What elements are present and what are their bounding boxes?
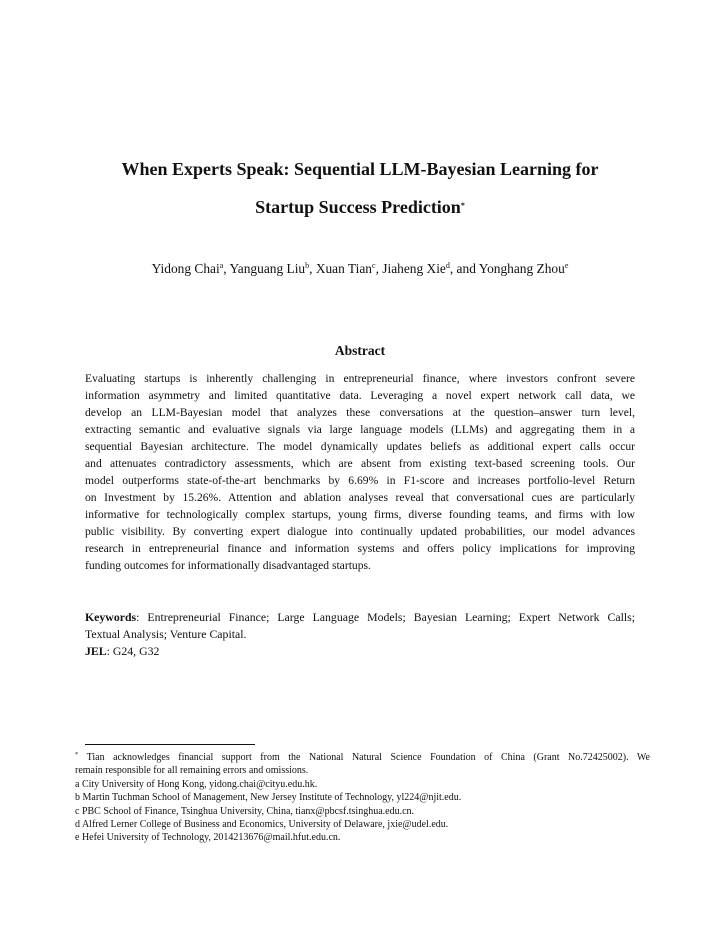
jel-line	[85, 643, 635, 660]
title-line-2-text: Startup Success Prediction	[255, 197, 461, 217]
author	[229, 261, 315, 276]
author-separator: ,	[223, 261, 230, 276]
paper-title-line-2	[60, 196, 660, 218]
title-line-1-text: When Experts Speak: Sequential LLM-Bayesian Learning for	[121, 159, 599, 179]
abstract-line: extracting semantic and evaluative signals via large language models (LLMs) and aggregating them in a	[85, 423, 635, 436]
author-affiliation-marker: a	[219, 261, 224, 270]
footnote-divider	[85, 744, 255, 745]
author-separator: ,	[375, 261, 383, 276]
author-name: Yonghang Zhou	[478, 261, 565, 276]
abstract-line: research in entrepreneurial finance and information systems and offers policy implications for improving	[85, 542, 635, 555]
abstract-line: public visibility. By converting expert dialogue into continually updated probabilities, our model advances	[85, 525, 635, 538]
keywords-line-2: Textual Analysis; Venture Capital.	[85, 627, 247, 641]
author-affiliation-marker: e	[564, 261, 569, 270]
author-name: Xuan Tian	[315, 261, 372, 276]
keywords-line-1	[85, 609, 635, 626]
author	[152, 261, 230, 276]
author-affiliation-marker: d	[445, 261, 450, 270]
jel-codes: : G24, G32	[106, 644, 160, 658]
funding-footnote-line-2: remain responsible for all remaining errors and omissions.	[75, 765, 309, 777]
abstract-line: develop an LLM-Bayesian model that analyzes these conversations at the question–answer turn level,	[85, 406, 635, 419]
keywords-label: Keywords	[85, 610, 137, 624]
affiliation-footnote: d Alfred Lerner College of Business and Economics, University of Delaware, jxie@udel.edu.	[75, 818, 449, 830]
paper-title-line-1	[60, 158, 660, 180]
author-affiliation-marker: b	[305, 261, 310, 270]
abstract-line: funding outcomes for informationally disadvantaged startups.	[85, 559, 371, 572]
affiliation-footnote: e Hefei University of Technology, 2014213676@mail.hfut.edu.cn.	[75, 832, 341, 844]
keywords-text-1: : Entrepreneurial Finance; Large Language Models; Bayesian Learning; Expert Network Calls;	[136, 610, 635, 624]
affiliation-footnote: c PBC School of Finance, Tsinghua University, China, tianx@pbcsf.tsinghua.edu.cn.	[75, 805, 415, 817]
affiliation-footnote: a City University of Hong Kong, yidong.chai@cityu.edu.hk.	[75, 778, 318, 790]
author-name: Yidong Chai	[151, 261, 220, 276]
author	[316, 261, 382, 276]
funding-footnote-marker: *	[75, 751, 79, 758]
author-name: Jiaheng Xie	[382, 261, 446, 276]
abstract-line: information asymmetry and limited quantitative data. Leveraging a novel expert network call data, we	[85, 389, 635, 402]
author-name: Yanguang Liu	[229, 261, 306, 276]
author-affiliation-marker: c	[372, 261, 376, 270]
author-list	[60, 260, 660, 278]
affiliation-footnote: b Martin Tuchman School of Management, New Jersey Institute of Technology, yl224@njit.edu.	[75, 792, 462, 804]
author	[479, 261, 569, 276]
jel-label: JEL	[85, 644, 107, 658]
funding-footnote-text: Tian acknowledges financial support from the National Natural Science Foundation of China (Grant No.72425002). We	[78, 752, 650, 763]
author-separator: , and	[449, 261, 479, 276]
abstract-line: model outperforms state-of-the-art benchmarks by 6.69% in F1-score and increases portfolio-level Return	[85, 474, 635, 487]
abstract-line: Evaluating startups is inherently challenging in entrepreneurial finance, where investors confront severe	[85, 372, 635, 385]
abstract-body	[85, 370, 635, 574]
author-separator: ,	[309, 261, 316, 276]
footnotes	[75, 751, 650, 845]
keywords-section	[85, 609, 635, 660]
abstract-line: on Investment by 15.26%. Attention and ablation analyses reveal that conversational cues are particularly	[85, 491, 635, 504]
author	[382, 261, 478, 276]
abstract-line: sequential Bayesian architecture. The model dynamically updates beliefs as additional expert calls occur	[85, 440, 635, 453]
title-footnote-marker: *	[460, 201, 465, 210]
abstract-line: informative for technologically complex startups, young firms, diverse founding teams, and firms with low	[85, 508, 635, 521]
funding-footnote-line-1	[75, 751, 650, 764]
abstract-heading: Abstract	[334, 343, 386, 358]
abstract-line: and attenuates contradictory assessments, which are absent from existing text-based screening tools. Our	[85, 457, 635, 470]
